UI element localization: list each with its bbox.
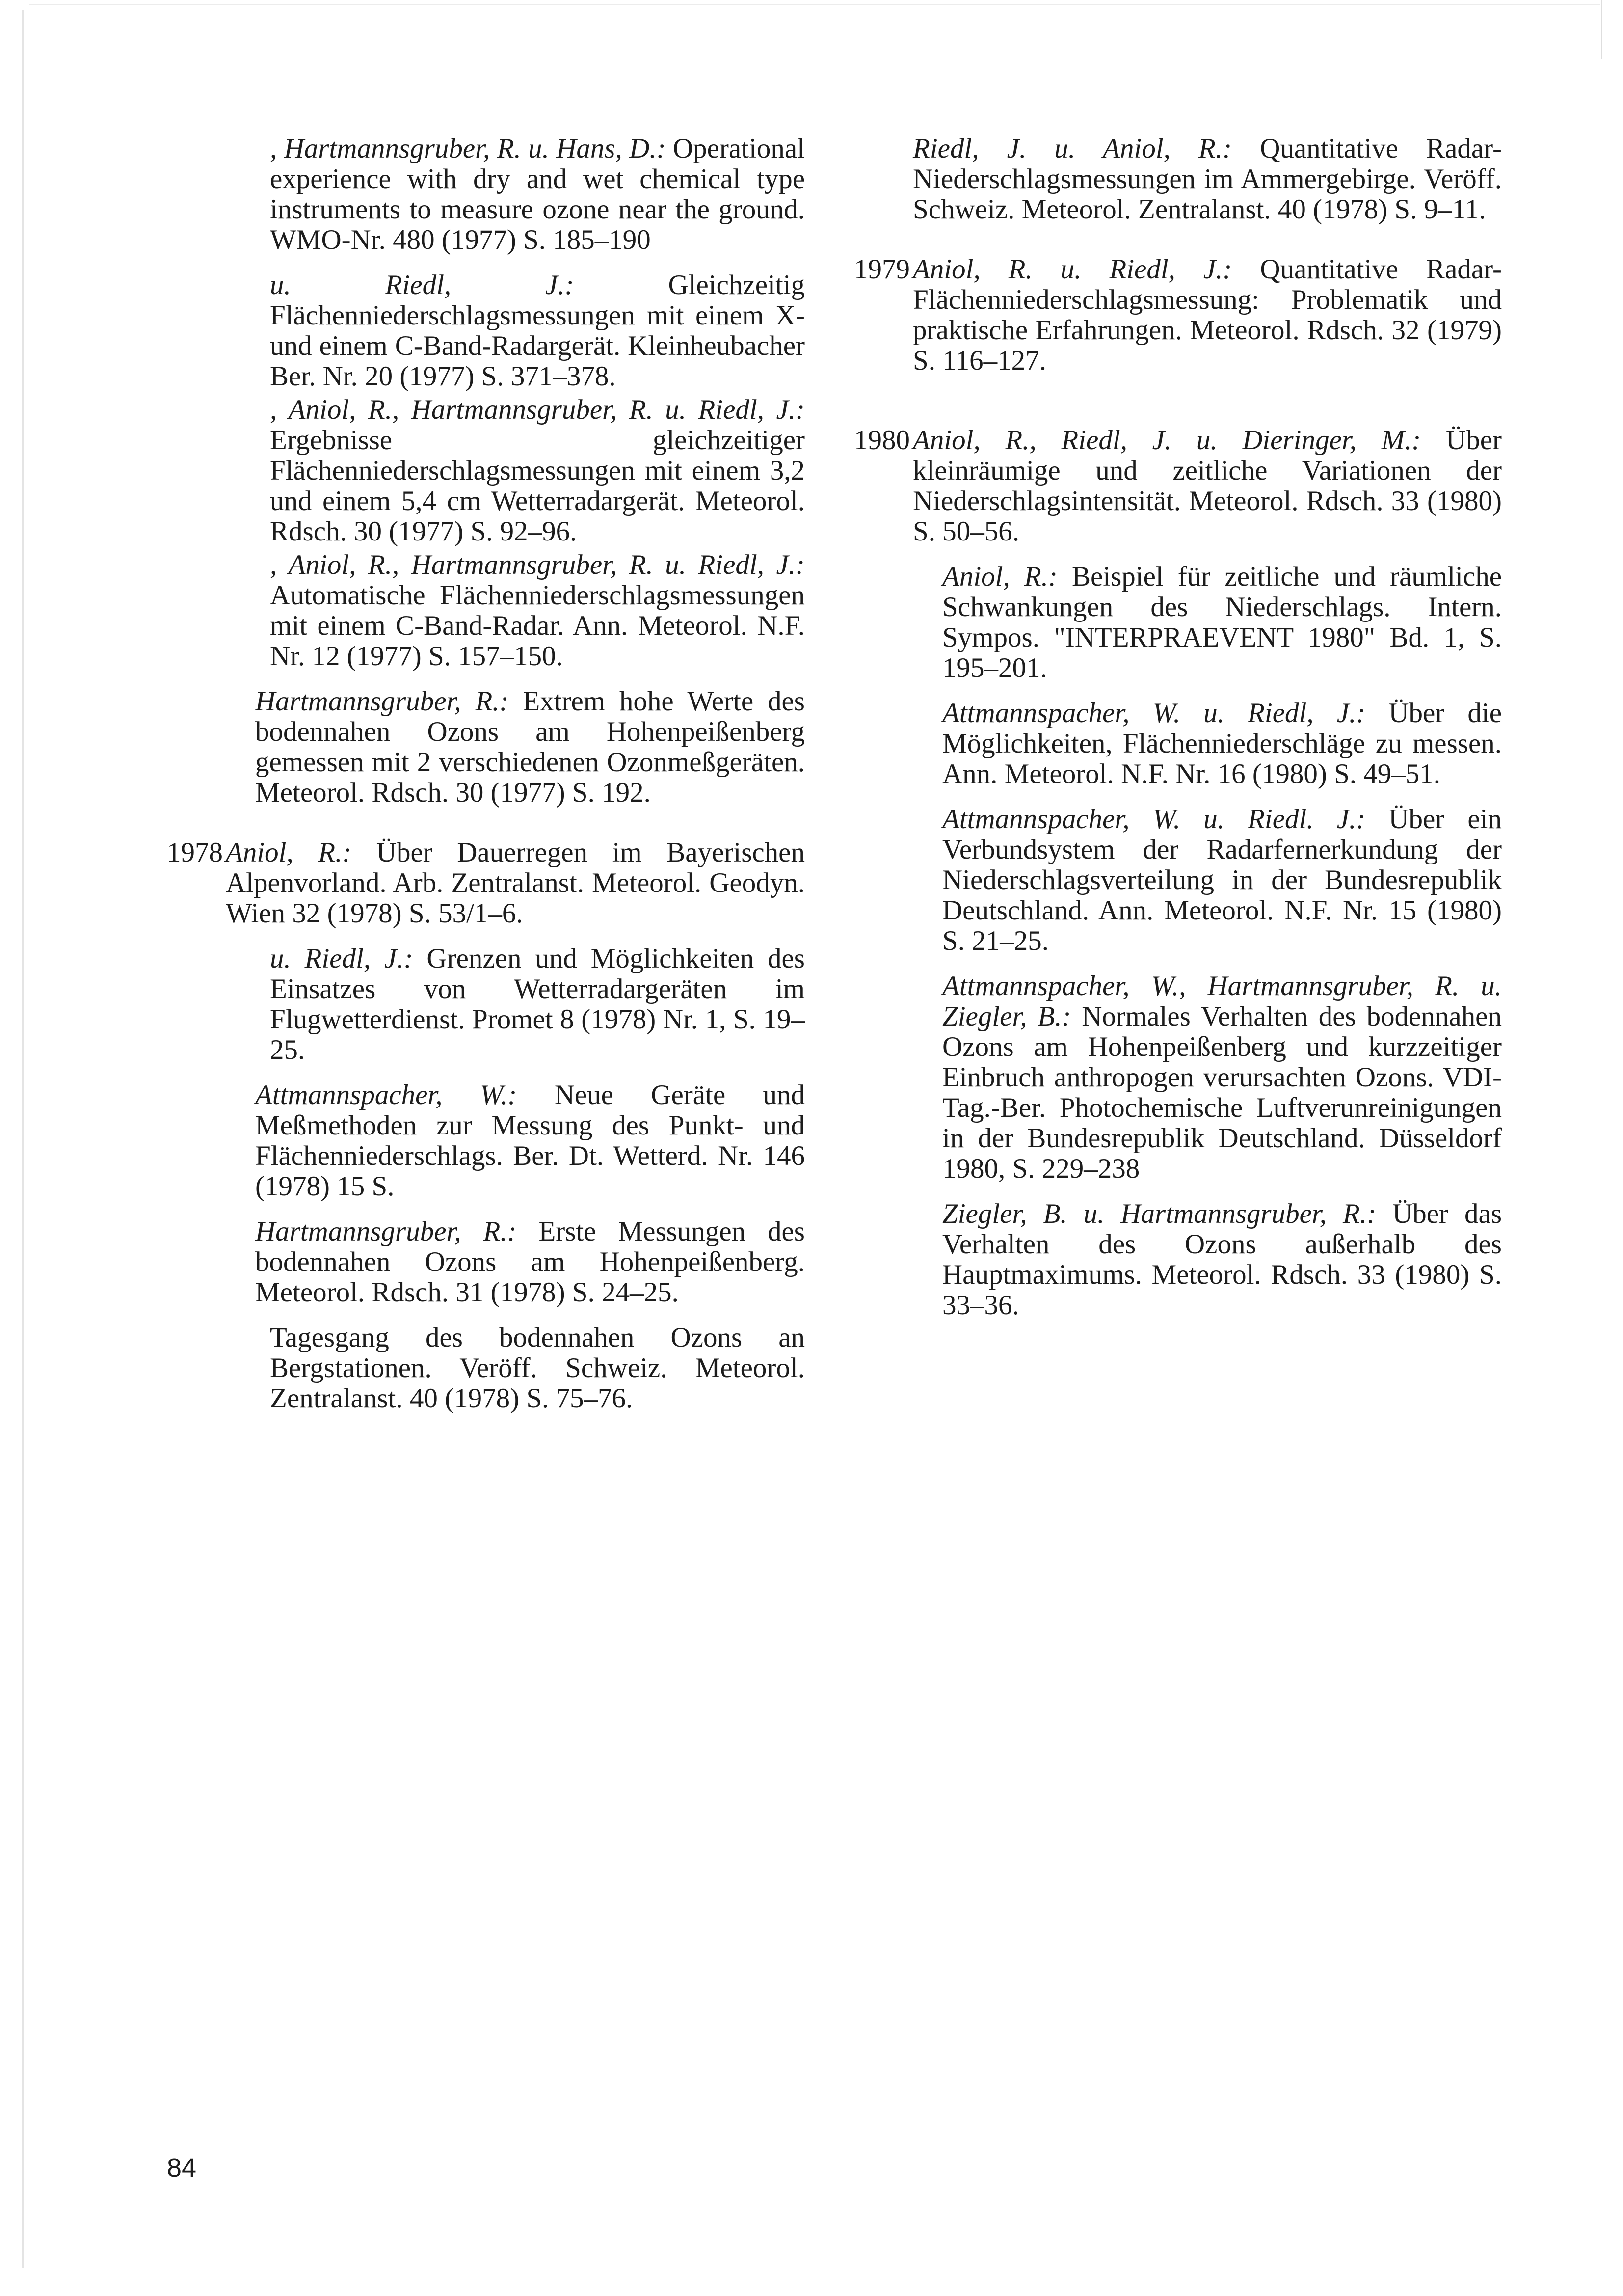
reference-authors: u. Riedl, J.: xyxy=(270,270,574,300)
right-column xyxy=(854,134,1502,1335)
reference-entry xyxy=(854,698,1502,789)
reference-entry xyxy=(854,254,1502,376)
reference-authors: , Hartmannsgruber, R. u. Hans, D.: xyxy=(270,133,666,164)
reference-entry xyxy=(854,562,1502,683)
reference-authors: Riedl, J. u. Aniol, R.: xyxy=(913,133,1232,164)
reference-year: 1978 xyxy=(167,837,223,868)
reference-authors: Aniol, R., Riedl, J. u. Dieringer, M.: xyxy=(913,425,1421,456)
reference-authors: Attmannspacher, W. u. Riedl. J.: xyxy=(942,804,1366,835)
reference-entry xyxy=(167,270,805,392)
reference-authors: Ziegler, B. u. Hartmannsgruber, R.: xyxy=(942,1198,1377,1229)
reference-text: Operational experience with dry and wet chemical type instruments to measure ozone near the ground. WMO-Nr. 480 (1977) S. 185–190 xyxy=(270,133,805,255)
reference-entry xyxy=(167,686,805,808)
page-number: 84 xyxy=(167,2153,197,2183)
reference-entry xyxy=(167,1216,805,1308)
reference-authors: Aniol, R.: xyxy=(226,837,352,868)
left-column xyxy=(167,134,805,1429)
reference-text: Beispiel für zeitliche und räumliche Schwankungen des Niederschlags. Intern. Sympos. "INTERPRAEVENT 1980" Bd. 1, S. 195–201. xyxy=(942,561,1502,683)
reference-entry xyxy=(854,1199,1502,1321)
reference-authors: Attmannspacher, W. u. Riedl, J.: xyxy=(942,698,1366,729)
reference-text: Tagesgang des bodennahen Ozons an Bergstationen. Veröff. Schweiz. Meteorol. Zentralanst. 40 (1978) S. 75–76. xyxy=(270,1322,805,1414)
reference-entry xyxy=(167,134,805,255)
reference-authors: , Aniol, R., Hartmannsgruber, R. u. Riedl, J.: xyxy=(270,394,805,425)
reference-text: Über ein Verbundsystem der Radarfernerkundung der Niederschlagsverteilung in der Bundesrepublik Deutschland. Ann. Meteorol. N.F. Nr. 15 (1980) S. 21–25. xyxy=(942,804,1502,956)
reference-authors: Hartmannsgruber, R.: xyxy=(255,1216,517,1247)
reference-authors: Attmannspacher, W., Hartmannsgruber, R. u. Ziegler, B.: xyxy=(942,971,1502,1032)
reference-text: Über kleinräumige und zeitliche Variationen der Niederschlagsintensität. Meteorol. Rdsch. 33 (1980) S. 50–56. xyxy=(913,425,1502,547)
reference-entry xyxy=(854,804,1502,956)
reference-year: 1980 xyxy=(854,425,910,456)
reference-text: Extrem hohe Werte des bodennahen Ozons am Hohenpeißenberg gemessen mit 2 verschiedenen Ozonmeßgeräten. Meteorol. Rdsch. 30 (1977) S. 192. xyxy=(255,686,805,808)
reference-text: Neue Geräte und Meßmethoden zur Messung des Punkt- und Flächenniederschlags. Ber. Dt. Wetterd. Nr. 146 (1978) 15 S. xyxy=(255,1080,805,1202)
scan-edge-top xyxy=(29,4,1600,5)
reference-authors: Aniol, R. u. Riedl, J.: xyxy=(913,254,1232,285)
scan-edge-left xyxy=(22,10,24,2268)
reference-text: Erste Messungen des bodennahen Ozons am Hohenpeißenberg. Meteorol. Rdsch. 31 (1978) S. 24–25. xyxy=(255,1216,805,1308)
reference-entry xyxy=(854,971,1502,1184)
reference-entry xyxy=(167,837,805,929)
reference-text: Grenzen und Möglichkeiten des Einsatzes von Wetterradargeräten im Flugwetterdienst. Promet 8 (1978) Nr. 1, S. 19–25. xyxy=(270,943,805,1065)
reference-authors: , Aniol, R., Hartmannsgruber, R. u. Riedl, J.: xyxy=(270,549,805,580)
reference-authors: u. Riedl, J.: xyxy=(270,943,413,974)
reference-entry xyxy=(167,395,805,547)
reference-entry xyxy=(854,425,1502,547)
reference-entry xyxy=(167,944,805,1065)
reference-text: Gleichzeitig Flächenniederschlagsmessungen mit einem X- und einem C-Band-Radargerät. Kleinheubacher Ber. Nr. 20 (1977) S. 371–378. xyxy=(270,270,805,392)
reference-authors: Attmannspacher, W.: xyxy=(255,1080,517,1110)
reference-entry xyxy=(167,1323,805,1414)
reference-authors: Aniol, R.: xyxy=(942,561,1058,592)
reference-text: Über Dauerregen im Bayerischen Alpenvorland. Arb. Zentralanst. Meteorol. Geodyn. Wien 32 (1978) S. 53/1–6. xyxy=(226,837,805,929)
reference-text: Über die Möglichkeiten, Flächenniederschläge zu messen. Ann. Meteorol. N.F. Nr. 16 (1980) S. 49–51. xyxy=(942,698,1502,789)
reference-authors: Hartmannsgruber, R.: xyxy=(255,686,509,717)
reference-entry xyxy=(167,550,805,672)
reference-entry xyxy=(167,1080,805,1202)
reference-text: Normales Verhalten des bodennahen Ozons am Hohenpeißenberg und kurzzeitiger Einbruch anthropogen verursachten Ozons. VDI-Tag.-Ber. Photochemische Luftverunreinigungen in der Bundesrepublik Deutschland. Düsseldorf 1980, S. 229–238 xyxy=(942,1001,1502,1184)
reference-text: Automatische Flächenniederschlagsmessungen mit einem C-Band-Radar. Ann. Meteorol. N.F. Nr. 12 (1977) S. 157–150. xyxy=(270,580,805,672)
reference-entry xyxy=(854,134,1502,225)
reference-text: Über das Verhalten des Ozons außerhalb des Hauptmaximums. Meteorol. Rdsch. 33 (1980) S. 33–36. xyxy=(942,1198,1502,1321)
reference-text: Quantitative Radar-Flächenniederschlagsmessung: Problematik und praktische Erfahrungen. Meteorol. Rdsch. 32 (1979) S. 116–127. xyxy=(913,254,1502,376)
reference-year: 1979 xyxy=(854,254,910,285)
reference-text: Quantitative Radar-Niederschlagsmessungen im Ammergebirge. Veröff. Schweiz. Meteorol. Zentralanst. 40 (1978) S. 9–11. xyxy=(913,133,1502,225)
reference-text: Ergebnisse gleichzeitiger Flächenniederschlagsmessungen mit einem 3,2 und einem 5,4 cm Wetterradargerät. Meteorol. Rdsch. 30 (1977) S. 92–96. xyxy=(270,425,805,547)
scan-edge-right xyxy=(1601,0,1602,59)
